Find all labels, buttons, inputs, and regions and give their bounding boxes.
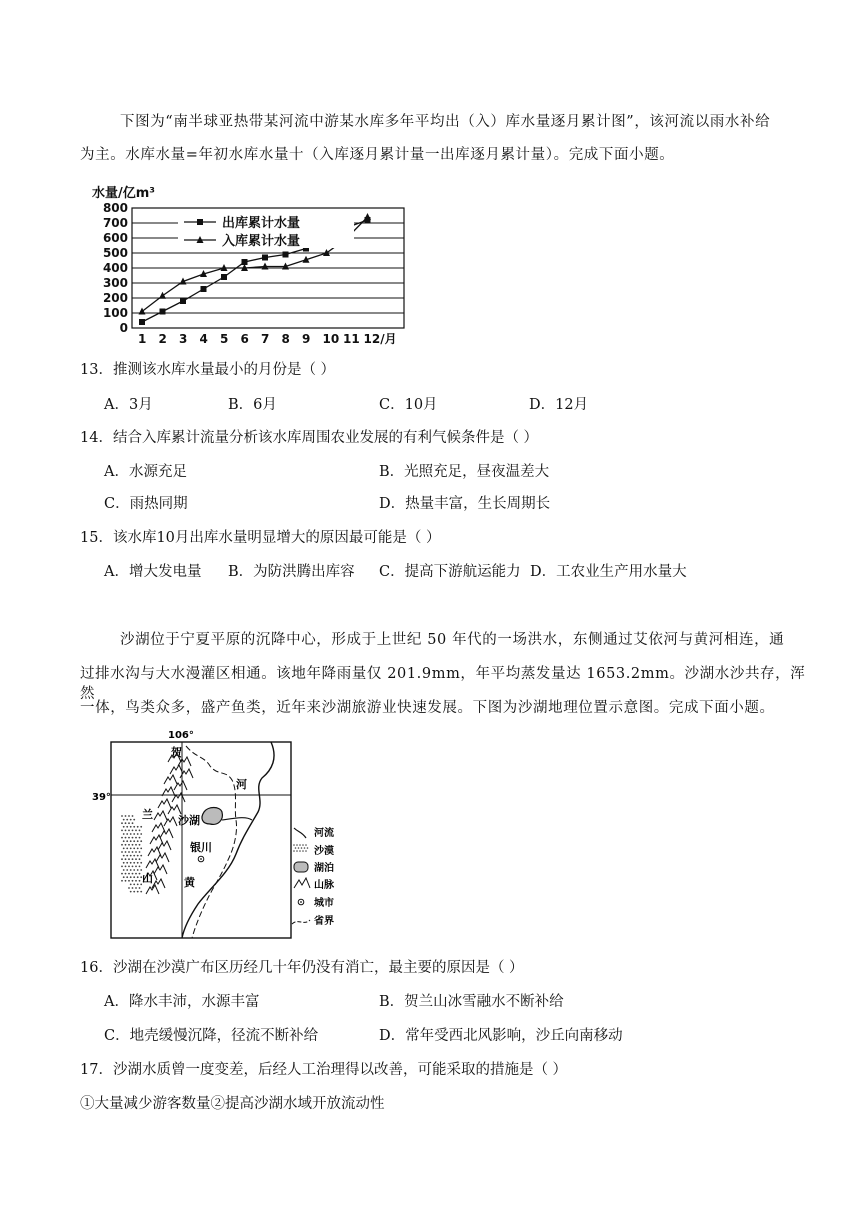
question-number: 13．	[80, 362, 113, 378]
lake-legend-icon	[294, 862, 308, 872]
desert-dot	[121, 851, 123, 853]
yinchuan-city-dot	[200, 858, 202, 860]
mountain-peak	[154, 865, 167, 874]
desert-dot	[121, 822, 123, 824]
mountain-peak	[160, 829, 173, 838]
desert-dot	[128, 822, 130, 824]
desert-dot	[133, 819, 135, 821]
label-lan: 兰	[142, 808, 153, 821]
mountain-peak	[154, 811, 167, 820]
city-legend-dot	[300, 901, 302, 903]
question-16	[80, 958, 524, 978]
desert-dot	[140, 869, 142, 871]
desert-dot	[126, 862, 128, 864]
map-frame	[111, 742, 291, 938]
latitude-label: 39°	[92, 792, 111, 803]
shahu-lake-symbol	[202, 808, 222, 825]
desert-dot	[128, 815, 130, 817]
desert-dot	[130, 869, 132, 871]
chart-y-tick-label: 500	[102, 246, 128, 260]
desert-dot	[133, 833, 135, 835]
chart-legend-label: 出库累计水量	[222, 216, 301, 231]
desert-dot	[121, 866, 123, 868]
question-number: 15．	[80, 530, 113, 546]
desert-dot	[128, 837, 130, 839]
question-14	[80, 428, 538, 448]
river-legend-icon	[294, 828, 306, 838]
desert-area	[121, 815, 142, 892]
legend-desert-dot	[301, 847, 303, 849]
outflow-data-point	[160, 309, 166, 315]
legend-desert-dot	[295, 847, 297, 849]
desert-dot	[139, 880, 141, 882]
desert-dot	[140, 855, 142, 857]
longitude-label: 106°	[168, 730, 194, 741]
desert-dot	[125, 830, 127, 832]
outflow-data-point	[139, 319, 145, 325]
chart-x-tick-label: 12/月	[363, 332, 397, 346]
desert-dot	[139, 866, 141, 868]
q14-option-d[interactable]: D．热量丰富，生长周期长	[379, 496, 551, 512]
desert-dot	[137, 869, 139, 871]
desert-dot	[126, 876, 128, 878]
question-15	[80, 528, 441, 548]
desert-dot	[140, 848, 142, 850]
desert-dot	[126, 855, 128, 857]
desert-dot	[132, 866, 134, 868]
legend-mountain-label: 山脉	[314, 880, 334, 891]
desert-dot	[125, 858, 127, 860]
desert-dot	[139, 830, 141, 832]
q16-option-c[interactable]: C．地壳缓慢沉降，径流不断补给	[104, 1028, 319, 1044]
q14-option-b[interactable]: B．光照充足，昼夜温差大	[379, 464, 550, 480]
desert-dot	[132, 830, 134, 832]
desert-dot	[135, 851, 137, 853]
inflow-data-point	[364, 213, 371, 220]
chart-y-tick-label: 200	[102, 291, 128, 305]
desert-dot	[130, 855, 132, 857]
chart-y-tick-label: 600	[102, 231, 128, 245]
desert-dot	[135, 830, 137, 832]
mountain-peak	[158, 841, 171, 850]
intro-paragraph-2-line-1: 沙湖位于宁夏平原的沉降中心，形成于上世纪 50 年代的一场洪水，东侧通过艾依河与黄河相连，通	[120, 632, 785, 648]
q16-option-b[interactable]: B．贺兰山冰雪融水不断补给	[379, 994, 564, 1010]
chart-y-tick-label: 100	[102, 306, 128, 320]
desert-dot	[135, 873, 137, 875]
desert-dot	[140, 833, 142, 835]
desert-dot	[140, 840, 142, 842]
desert-dot	[128, 851, 130, 853]
desert-dot	[125, 815, 127, 817]
map-legend	[292, 826, 335, 927]
desert-dot	[126, 819, 128, 821]
desert-dot	[132, 844, 134, 846]
chart-x-tick-label: 2	[158, 332, 167, 346]
desert-dot	[123, 855, 125, 857]
desert-dot	[132, 858, 134, 860]
desert-dot	[140, 826, 142, 828]
label-he-helan: 贺	[171, 746, 182, 759]
legend-border-label: 省界	[314, 916, 334, 927]
legend-desert-dot	[296, 844, 298, 846]
desert-dot	[126, 869, 128, 871]
chart-x-tick-label: 9	[302, 332, 311, 346]
q15-option-b[interactable]: B．为防洪腾出库容	[228, 564, 355, 580]
desert-dot	[128, 844, 130, 846]
desert-dot	[121, 858, 123, 860]
legend-river-label: 河流	[314, 828, 334, 839]
desert-dot	[135, 866, 137, 868]
desert-dot	[125, 844, 127, 846]
q15-option-a[interactable]: A．增大发电量	[104, 564, 202, 580]
chart-y-tick-label: 800	[102, 201, 128, 215]
chart-y-tick-label: 0	[119, 321, 128, 335]
legend-desert-dot	[296, 850, 298, 852]
desert-dot	[126, 826, 128, 828]
question-number: 16．	[80, 960, 113, 976]
q17-measures: ①大量减少游客数量②提高沙湖水域开放流动性	[80, 1096, 385, 1112]
desert-dot	[121, 873, 123, 875]
desert-dot	[133, 826, 135, 828]
label-he-river: 河	[236, 778, 247, 791]
question-text: 沙湖水质曾一度变差，后经人工治理得以改善，可能采取的措施是（ ）	[112, 1062, 568, 1078]
desert-dot	[125, 880, 127, 882]
desert-dot	[128, 830, 130, 832]
chart-y-tick-label: 400	[102, 261, 128, 275]
desert-dot	[137, 840, 139, 842]
desert-dot	[130, 884, 132, 886]
desert-dot	[128, 887, 130, 889]
desert-dot	[132, 851, 134, 853]
desert-dot	[133, 855, 135, 857]
desert-dot	[137, 855, 139, 857]
q16-option-d[interactable]: D．常年受西北风影响，沙丘向南移动	[379, 1028, 623, 1044]
question-text: 推测该水库水量最小的月份是（ ）	[112, 362, 336, 378]
desert-dot	[133, 869, 135, 871]
label-shahu: 沙湖	[178, 814, 200, 827]
desert-dot	[125, 873, 127, 875]
desert-dot	[132, 887, 134, 889]
legend-desert-dot	[305, 850, 307, 852]
desert-dot	[121, 844, 123, 846]
outflow-data-point	[180, 298, 186, 304]
desert-dot	[130, 848, 132, 850]
intro-paragraph-1-line-1: 下图为“南半球亚热带某河流中游某水库多年平均出（入）库水量逐月累计图”，该河流以雨水补给	[120, 114, 771, 130]
desert-dot	[126, 848, 128, 850]
legend-lake-label: 湖泊	[314, 863, 334, 874]
desert-dot	[130, 891, 132, 893]
desert-dot	[135, 844, 137, 846]
desert-dot	[121, 830, 123, 832]
desert-dot	[123, 848, 125, 850]
outflow-data-point	[283, 252, 289, 258]
cumulative-water-chart	[86, 180, 416, 350]
desert-dot	[128, 866, 130, 868]
desert-dot	[123, 876, 125, 878]
mountain-legend-icon	[294, 878, 310, 888]
desert-dot	[135, 880, 137, 882]
desert-dot	[137, 884, 139, 886]
q14-option-c[interactable]: C．雨热同期	[104, 496, 188, 512]
question-number: 17．	[80, 1062, 113, 1078]
legend-desert-label: 沙漠	[314, 846, 334, 857]
desert-dot	[130, 826, 132, 828]
desert-dot	[137, 876, 139, 878]
desert-dot	[130, 876, 132, 878]
desert-dot	[139, 837, 141, 839]
desert-dot	[130, 819, 132, 821]
mountain-peak	[158, 799, 171, 808]
desert-dot	[139, 844, 141, 846]
chart-x-tick-label: 4	[199, 332, 208, 346]
desert-dot	[132, 822, 134, 824]
desert-dot	[126, 840, 128, 842]
desert-dot	[130, 862, 132, 864]
desert-dot	[137, 826, 139, 828]
q15-option-c[interactable]: C．提高下游航运能力	[379, 564, 521, 580]
label-yinchuan: 银川	[190, 841, 212, 854]
desert-dot	[121, 837, 123, 839]
question-text: 沙湖在沙漠广布区历经几十年仍没有消亡，最主要的原因是（ ）	[112, 960, 524, 976]
desert-dot	[125, 822, 127, 824]
desert-dot	[125, 837, 127, 839]
question-text: 结合入库累计流量分析该水库周围农业发展的有利气候条件是（ ）	[112, 430, 539, 446]
outflow-data-point	[262, 255, 268, 261]
desert-dot	[133, 891, 135, 893]
desert-dot	[125, 866, 127, 868]
yellow-river	[182, 742, 274, 938]
desert-dot	[135, 858, 137, 860]
desert-dot	[130, 833, 132, 835]
desert-dot	[125, 851, 127, 853]
chart-y-axis-label: 水量/亿m³	[92, 186, 155, 201]
desert-dot	[128, 873, 130, 875]
outflow-data-point	[201, 286, 207, 292]
desert-dot	[135, 887, 137, 889]
desert-dot	[130, 840, 132, 842]
q13-option-a[interactable]: A．3月	[104, 397, 153, 413]
chart-x-tick-label: 5	[220, 332, 229, 346]
inflow-data-point	[139, 308, 146, 315]
chart-x-tick-label: 1	[138, 332, 147, 346]
q13-option-b[interactable]: B．6月	[228, 397, 277, 413]
q14-option-a[interactable]: A．水源充足	[104, 464, 187, 480]
label-huang: 黄	[184, 876, 195, 889]
intro-paragraph-2-line-2: 过排水沟与大水漫灌区相通。该地年降雨量仅 201.9mm，年平均蒸发量达 1653.2mm。沙湖水沙共存，浑然	[80, 666, 806, 702]
legend-square-marker	[197, 219, 203, 225]
desert-dot	[137, 833, 139, 835]
chart-x-tick-label: 6	[240, 332, 249, 346]
desert-dot	[137, 862, 139, 864]
desert-dot	[123, 826, 125, 828]
desert-dot	[123, 833, 125, 835]
label-shan: 山	[142, 872, 153, 885]
legend-city-label: 城市	[314, 898, 334, 909]
desert-dot	[121, 815, 123, 817]
desert-dot	[139, 887, 141, 889]
legend-desert-dot	[307, 847, 309, 849]
desert-dot	[128, 880, 130, 882]
desert-dot	[133, 840, 135, 842]
border-legend-icon	[292, 920, 310, 924]
mountain-peak	[156, 853, 169, 862]
q16-option-a[interactable]: A．降水丰沛，水源丰富	[104, 994, 260, 1010]
chart-x-tick-label: 3	[179, 332, 188, 346]
legend-desert-dot	[293, 850, 295, 852]
legend-desert-dot	[299, 850, 301, 852]
intro-paragraph-1-line-2: 为主。水库水量=年初水库水量十（入库逐月累计量一出库逐月累计量）。完成下面小题。	[80, 147, 675, 163]
desert-dot	[123, 819, 125, 821]
desert-legend-icon	[293, 844, 308, 852]
shahu-location-map	[86, 728, 376, 948]
desert-dot	[132, 880, 134, 882]
chart-y-tick-label: 700	[102, 216, 128, 230]
desert-dot	[133, 848, 135, 850]
desert-dot	[137, 848, 139, 850]
desert-dot	[133, 862, 135, 864]
desert-dot	[132, 837, 134, 839]
desert-dot	[133, 884, 135, 886]
mountain-peak	[170, 765, 183, 774]
desert-dot	[133, 876, 135, 878]
legend-desert-dot	[293, 844, 295, 846]
desert-dot	[139, 851, 141, 853]
aiyi-river	[222, 818, 252, 820]
desert-dot	[121, 880, 123, 882]
mountain-peak	[164, 775, 177, 784]
desert-dot	[140, 862, 142, 864]
desert-dot	[139, 873, 141, 875]
desert-dot	[140, 891, 142, 893]
intro-paragraph-2-line-3: 一体，鸟类众多，盛产鱼类，近年来沙湖旅游业快速发展。下图为沙湖地理位置示意图。完成下面小题。	[80, 700, 775, 716]
desert-dot	[128, 858, 130, 860]
chart-legend-label: 入库累计水量	[222, 234, 301, 249]
question-number: 14．	[80, 430, 113, 446]
chart-x-tick-label: 11	[343, 332, 360, 346]
legend-desert-dot	[302, 850, 304, 852]
desert-dot	[123, 869, 125, 871]
chart-y-tick-label: 300	[102, 276, 128, 290]
desert-dot	[135, 837, 137, 839]
legend-desert-dot	[304, 847, 306, 849]
legend-desert-dot	[302, 844, 304, 846]
desert-dot	[137, 891, 139, 893]
q13-option-d[interactable]: D．12月	[529, 397, 589, 413]
chart-x-tick-label: 10	[322, 332, 340, 346]
legend-desert-dot	[305, 844, 307, 846]
outflow-data-point	[221, 274, 227, 280]
desert-dot	[123, 840, 125, 842]
desert-dot	[132, 815, 134, 817]
desert-dot	[123, 862, 125, 864]
legend-desert-dot	[298, 847, 300, 849]
q13-option-c[interactable]: C．10月	[379, 397, 438, 413]
desert-dot	[126, 833, 128, 835]
q15-option-d[interactable]: D．工农业生产用水量大	[530, 564, 687, 580]
question-text: 该水库10月出库水量明显增大的原因最可能是（ ）	[112, 530, 441, 546]
legend-desert-dot	[299, 844, 301, 846]
inflow-data-point	[159, 292, 166, 299]
chart-x-tick-label: 8	[281, 332, 290, 346]
chart-x-tick-label: 7	[261, 332, 270, 346]
desert-dot	[132, 873, 134, 875]
question-17	[80, 1060, 567, 1080]
question-13	[80, 360, 335, 380]
mountain-peak	[152, 823, 165, 832]
desert-dot	[139, 858, 141, 860]
